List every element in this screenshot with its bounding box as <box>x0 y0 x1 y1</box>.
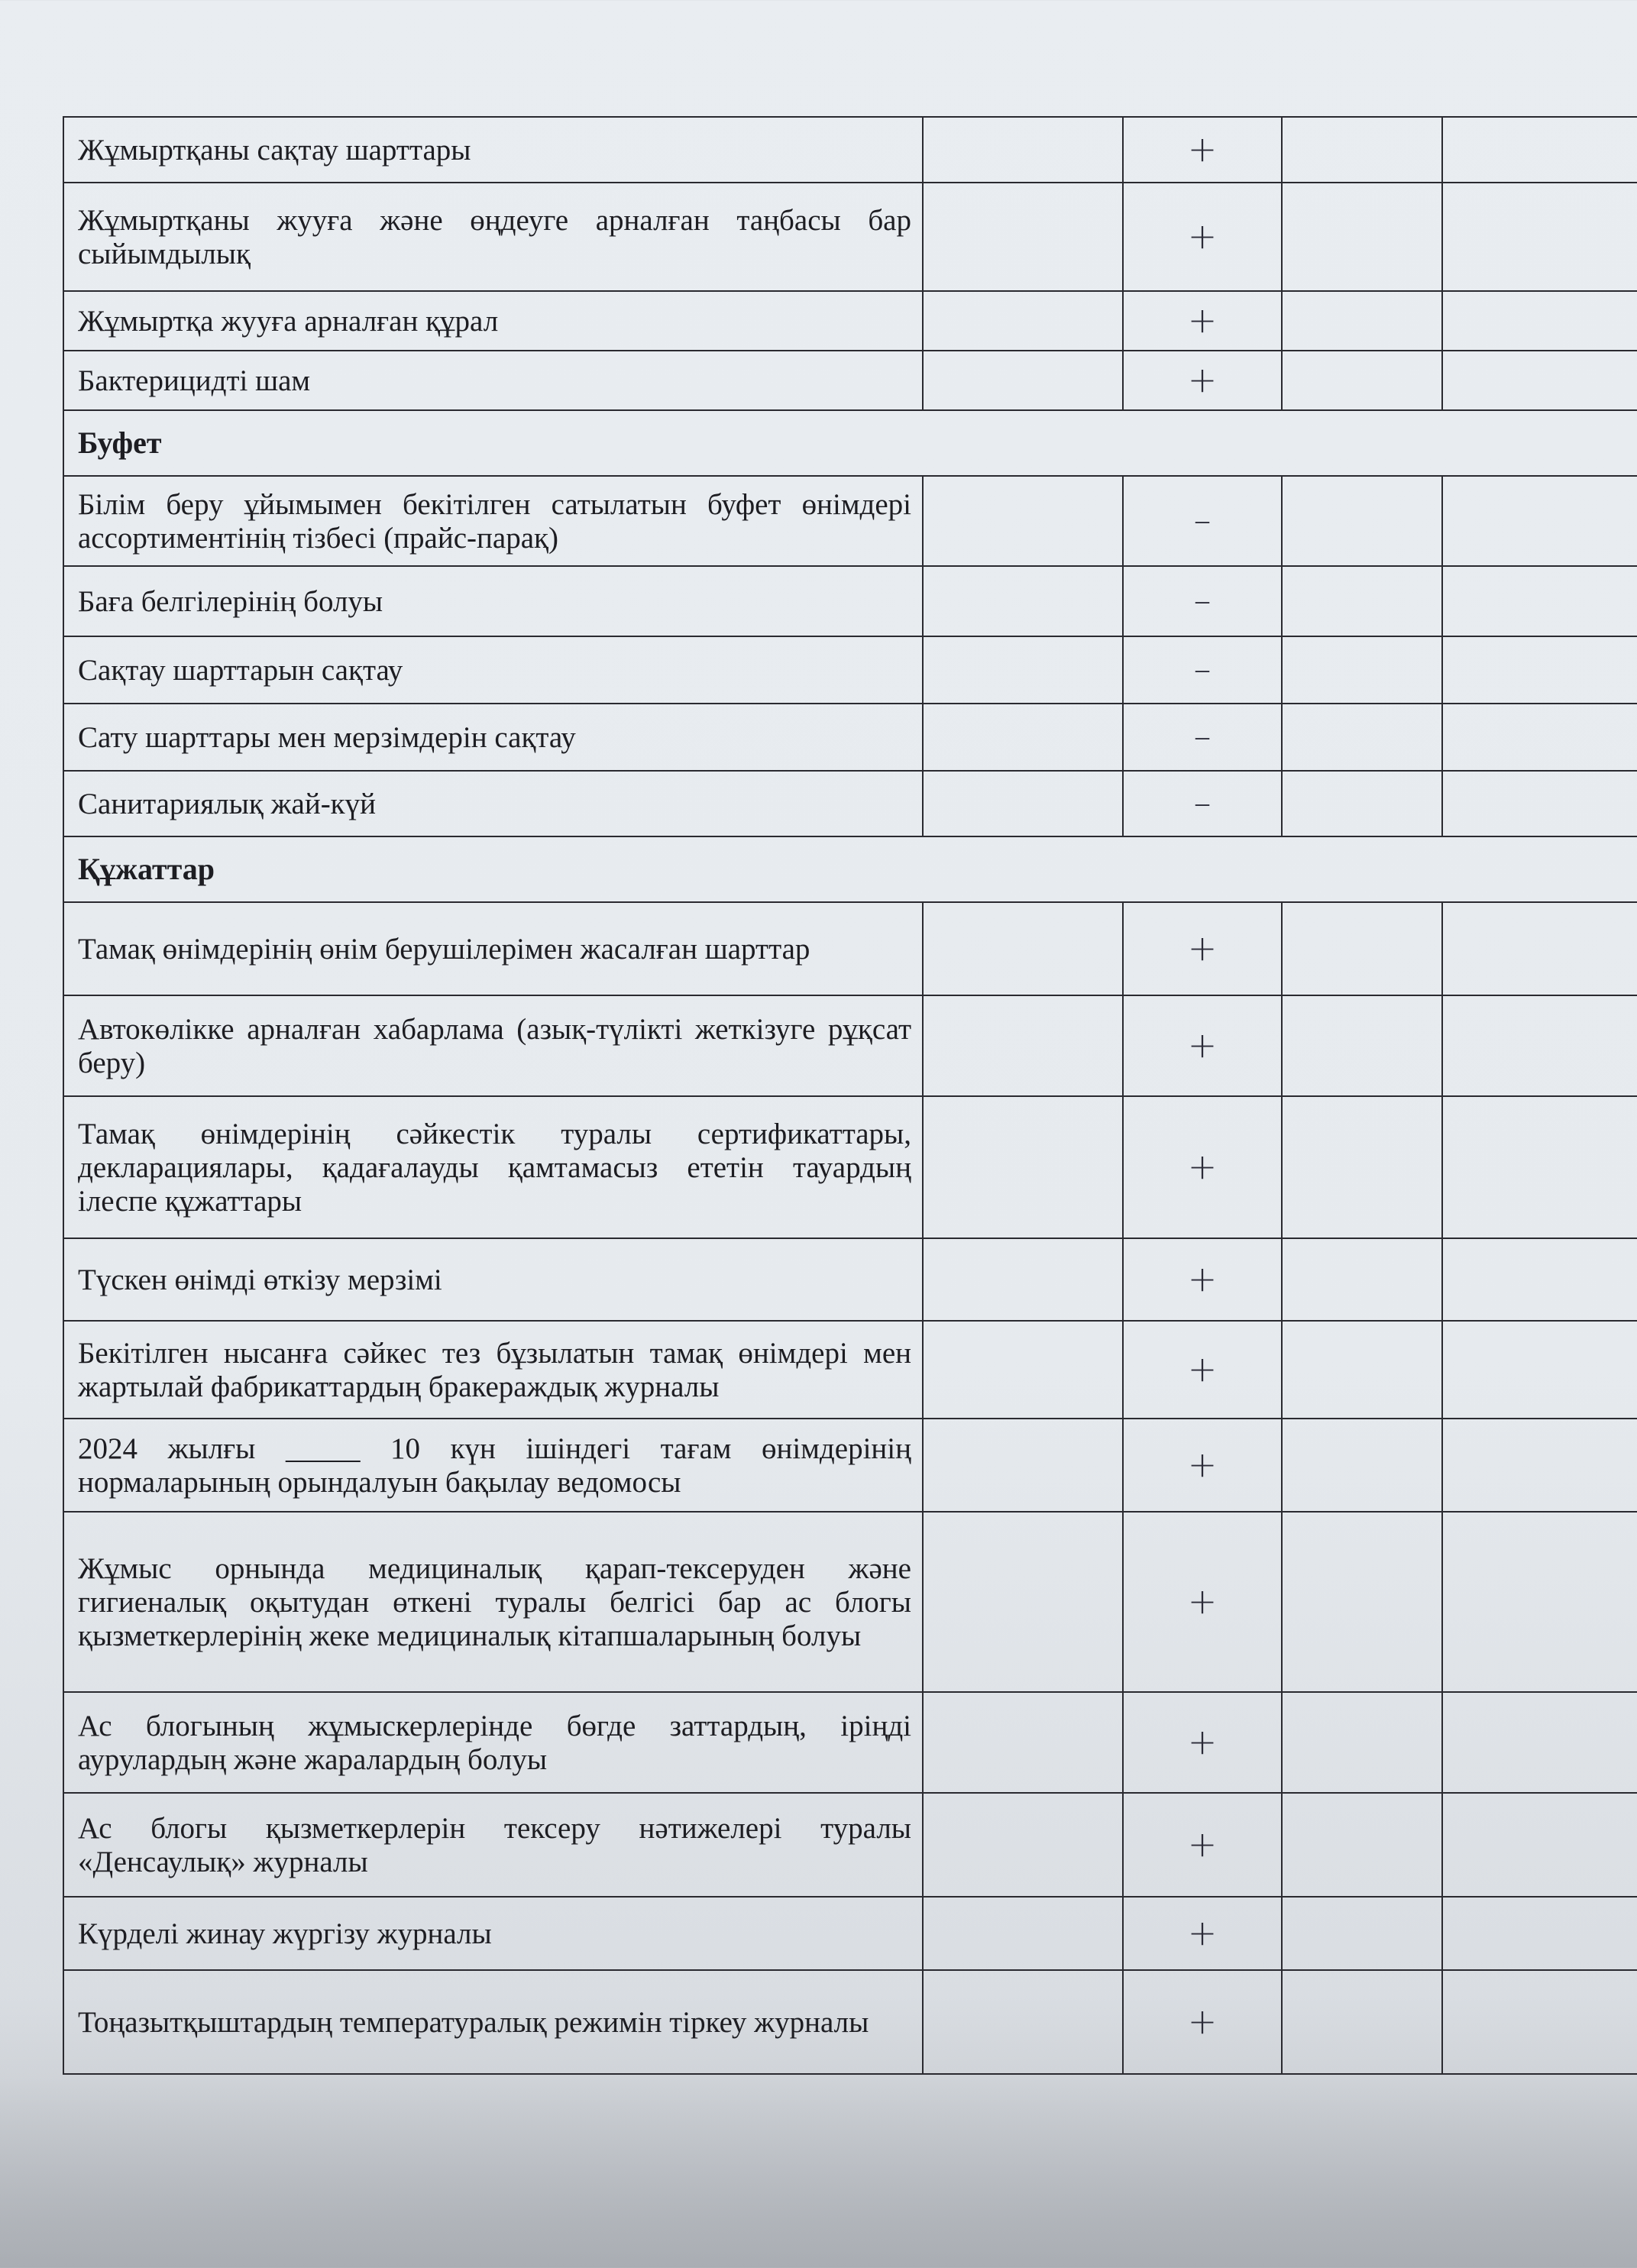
empty-cell <box>923 1793 1123 1897</box>
criterion-label: Тоңазытқыштардың температуралық режимін тіркеу журналы <box>63 1970 923 2074</box>
table-row <box>63 117 1637 183</box>
check-mark-cell: + <box>1123 1897 1282 1970</box>
check-mark-cell: + <box>1123 1096 1282 1238</box>
criterion-label: Автокөлікке арналған хабарлама (азық-түлікті жеткізуге рұқсат беру) <box>63 995 923 1096</box>
table-row <box>63 1096 1637 1238</box>
empty-cell <box>923 1692 1123 1793</box>
check-mark-cell: – <box>1123 771 1282 836</box>
empty-cell <box>1442 1321 1637 1419</box>
check-mark-cell: + <box>1123 995 1282 1096</box>
table-row <box>63 771 1637 836</box>
table-row <box>63 1321 1637 1419</box>
check-mark-cell: – <box>1123 566 1282 636</box>
photo-shadow <box>0 2077 1637 2268</box>
criterion-label: Жұмыртқа жууға арналған құрал <box>63 291 923 351</box>
criterion-label: Күрделі жинау жүргізу журналы <box>63 1897 923 1970</box>
empty-cell <box>1442 704 1637 771</box>
empty-cell <box>923 995 1123 1096</box>
criterion-label: Тамақ өнімдерінің өнім берушілерімен жасалған шарттар <box>63 902 923 995</box>
table-row <box>63 636 1637 704</box>
empty-cell <box>923 1419 1123 1512</box>
checklist-table <box>63 116 1637 2075</box>
criterion-label: Бактерицидті шам <box>63 351 923 410</box>
empty-cell <box>923 1512 1123 1692</box>
check-mark-cell: – <box>1123 476 1282 566</box>
section-heading: Құжаттар <box>63 836 1637 902</box>
table-row <box>63 1238 1637 1321</box>
check-mark-cell: + <box>1123 902 1282 995</box>
section-row <box>63 410 1637 476</box>
table-row <box>63 476 1637 566</box>
empty-cell <box>1282 476 1442 566</box>
empty-cell <box>923 771 1123 836</box>
empty-cell <box>1282 1512 1442 1692</box>
empty-cell <box>1282 1692 1442 1793</box>
empty-cell <box>1282 291 1442 351</box>
criterion-label: Баға белгілерінің болуы <box>63 566 923 636</box>
table-row <box>63 291 1637 351</box>
empty-cell <box>923 1321 1123 1419</box>
criterion-label: Түскен өнімді өткізу мерзімі <box>63 1238 923 1321</box>
empty-cell <box>923 566 1123 636</box>
empty-cell <box>1282 636 1442 704</box>
criterion-label: 2024 жылғы _____ 10 күн ішіндегі тағам өнімдерінің нормаларының орындалуын бақылау ведомосы <box>63 1419 923 1512</box>
criterion-label: Бекітілген нысанға сәйкес тез бұзылатын тамақ өнімдері мен жартылай фабрикаттардың бракераждық журналы <box>63 1321 923 1419</box>
empty-cell <box>923 291 1123 351</box>
empty-cell <box>1442 476 1637 566</box>
check-mark-cell: + <box>1123 1238 1282 1321</box>
empty-cell <box>923 1096 1123 1238</box>
check-mark-cell: + <box>1123 1793 1282 1897</box>
criterion-label: Сақтау шарттарын сақтау <box>63 636 923 704</box>
empty-cell <box>1442 566 1637 636</box>
criterion-label: Санитариялық жай-күй <box>63 771 923 836</box>
empty-cell <box>1282 1238 1442 1321</box>
empty-cell <box>1442 636 1637 704</box>
empty-cell <box>1282 1897 1442 1970</box>
table-row <box>63 1793 1637 1897</box>
check-mark-cell: + <box>1123 1692 1282 1793</box>
empty-cell <box>1442 1897 1637 1970</box>
empty-cell <box>923 476 1123 566</box>
check-mark-cell: + <box>1123 183 1282 291</box>
empty-cell <box>1442 1970 1637 2074</box>
empty-cell <box>1282 1096 1442 1238</box>
check-mark-cell: + <box>1123 1321 1282 1419</box>
empty-cell <box>1442 1096 1637 1238</box>
empty-cell <box>1442 1793 1637 1897</box>
check-mark-cell: – <box>1123 704 1282 771</box>
criterion-label: Жұмыртқаны жууға және өңдеуге арналған таңбасы бар сыйымдылық <box>63 183 923 291</box>
empty-cell <box>1442 291 1637 351</box>
empty-cell <box>1282 183 1442 291</box>
empty-cell <box>1282 566 1442 636</box>
criterion-label: Білім беру ұйымымен бекітілген сатылатын буфет өнімдері ассортиментінің тізбесі (прайс-парақ) <box>63 476 923 566</box>
check-mark-cell: + <box>1123 117 1282 183</box>
table-row <box>63 1512 1637 1692</box>
criterion-label: Жұмыс орнында медициналық қарап-тексеруден және гигиеналық оқытудан өткені туралы белгісі бар ас блогы қызметкерлерінің жеке медициналық кітапшаларының болуы <box>63 1512 923 1692</box>
empty-cell <box>1442 1419 1637 1512</box>
empty-cell <box>923 183 1123 291</box>
empty-cell <box>1442 902 1637 995</box>
empty-cell <box>1442 771 1637 836</box>
empty-cell <box>1282 1970 1442 2074</box>
empty-cell <box>1442 117 1637 183</box>
table-row <box>63 566 1637 636</box>
empty-cell <box>1282 1793 1442 1897</box>
empty-cell <box>1282 351 1442 410</box>
empty-cell <box>1282 1419 1442 1512</box>
criterion-label: Ас блогының жұмыскерлерінде бөгде заттардың, іріңді аурулардың және жаралардың болуы <box>63 1692 923 1793</box>
empty-cell <box>1442 995 1637 1096</box>
empty-cell <box>923 636 1123 704</box>
check-mark-cell: + <box>1123 1512 1282 1692</box>
empty-cell <box>1282 771 1442 836</box>
table-row <box>63 1692 1637 1793</box>
criterion-label: Жұмыртқаны сақтау шарттары <box>63 117 923 183</box>
empty-cell <box>1442 1512 1637 1692</box>
criterion-label: Тамақ өнімдерінің сәйкестік туралы сертификаттары, декларациялары, қадағалауды қамтамасыз ететін тауардың ілеспе құжаттары <box>63 1096 923 1238</box>
empty-cell <box>1442 1692 1637 1793</box>
check-mark-cell: + <box>1123 291 1282 351</box>
empty-cell <box>923 1238 1123 1321</box>
empty-cell <box>1282 902 1442 995</box>
table-row <box>63 351 1637 410</box>
table-row <box>63 1419 1637 1512</box>
checklist-body <box>63 117 1637 2074</box>
table-row <box>63 1897 1637 1970</box>
empty-cell <box>923 704 1123 771</box>
empty-cell <box>923 902 1123 995</box>
criterion-label: Ас блогы қызметкерлерін тексеру нәтижелері туралы «Денсаулық» журналы <box>63 1793 923 1897</box>
table-row <box>63 902 1637 995</box>
check-mark-cell: + <box>1123 1419 1282 1512</box>
empty-cell <box>1442 183 1637 291</box>
table-row <box>63 183 1637 291</box>
empty-cell <box>923 1970 1123 2074</box>
section-heading: Буфет <box>63 410 1637 476</box>
empty-cell <box>1282 704 1442 771</box>
table-row <box>63 704 1637 771</box>
table-row <box>63 1970 1637 2074</box>
empty-cell <box>1282 995 1442 1096</box>
table-row <box>63 995 1637 1096</box>
check-mark-cell: + <box>1123 1970 1282 2074</box>
empty-cell <box>923 1897 1123 1970</box>
empty-cell <box>923 117 1123 183</box>
empty-cell <box>1282 1321 1442 1419</box>
empty-cell <box>1282 117 1442 183</box>
check-mark-cell: – <box>1123 636 1282 704</box>
criterion-label: Сату шарттары мен мерзімдерін сақтау <box>63 704 923 771</box>
empty-cell <box>1442 1238 1637 1321</box>
empty-cell <box>923 351 1123 410</box>
section-row <box>63 836 1637 902</box>
check-mark-cell: + <box>1123 351 1282 410</box>
empty-cell <box>1442 351 1637 410</box>
